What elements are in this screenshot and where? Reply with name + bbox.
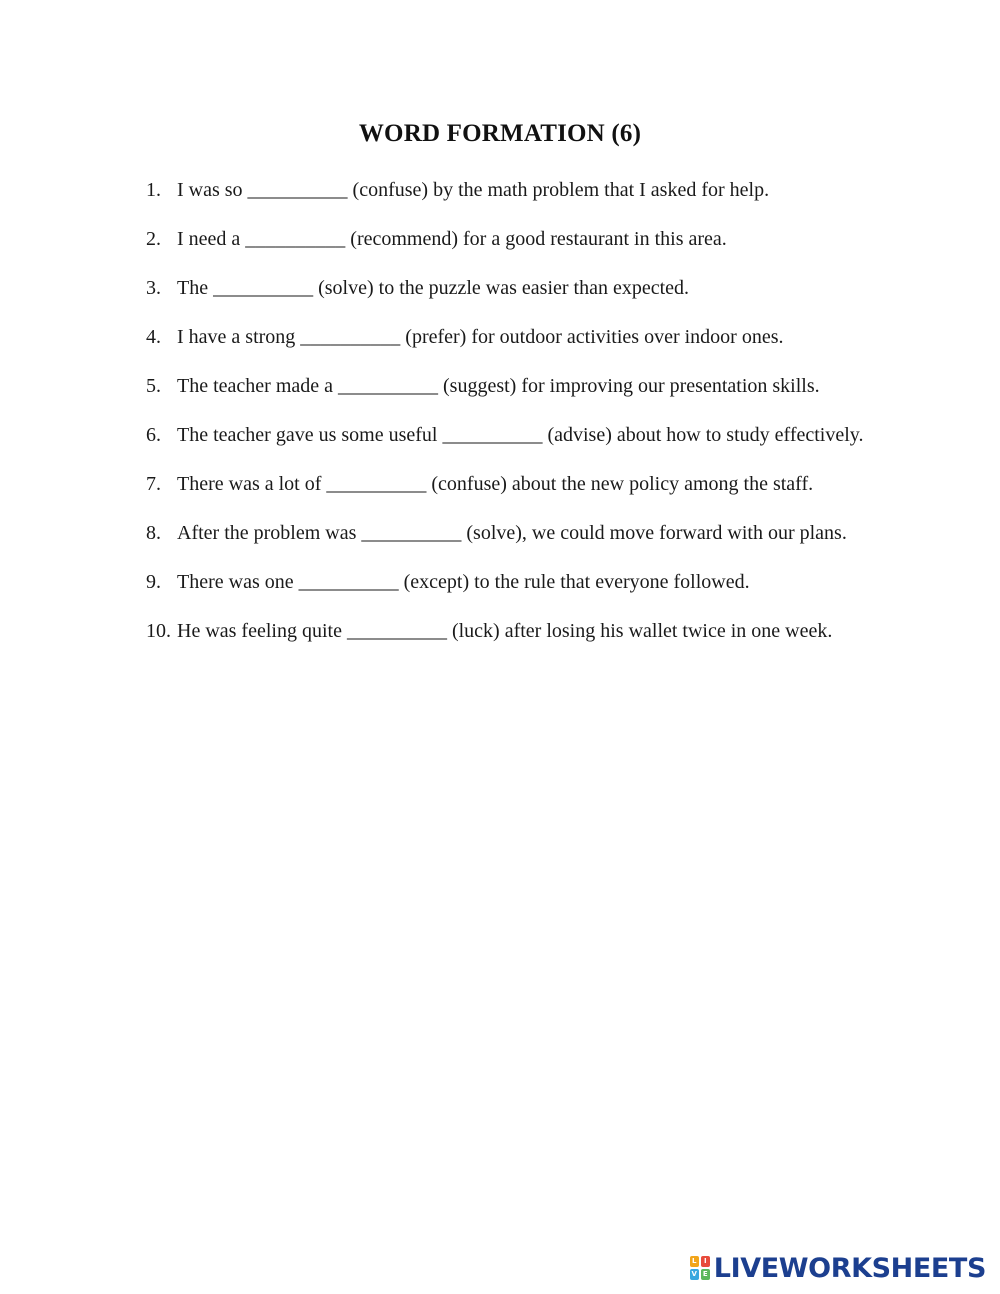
exercise-item-10	[146, 607, 882, 656]
exercise-item-4	[146, 313, 882, 362]
item-sentence: The teacher gave us some useful __________ (advise) about how to study effectively.	[177, 424, 864, 446]
item-sentence: There was one __________ (except) to the rule that everyone followed.	[177, 571, 750, 593]
worksheet-title: WORD FORMATION (6)	[358, 120, 642, 147]
item-sentence: The __________ (solve) to the puzzle was easier than expected.	[177, 277, 690, 299]
exercise-item-7	[146, 460, 882, 509]
item-number: 2.	[146, 228, 161, 250]
exercise-item-2	[146, 215, 882, 264]
item-number: 4.	[146, 326, 161, 348]
badge-letter-l: L	[690, 1256, 699, 1267]
logo-wordmark: LIVEWORKSHEETS	[713, 1252, 986, 1284]
item-sentence: I have a strong __________ (prefer) for outdoor activities over indoor ones.	[177, 326, 784, 348]
item-number: 10.	[146, 620, 171, 642]
item-sentence: The teacher made a __________ (suggest) for improving our presentation skills.	[177, 375, 820, 397]
badge-letter-i: I	[701, 1256, 710, 1267]
exercise-item-3	[146, 264, 882, 313]
live-badge-icon	[690, 1256, 710, 1280]
item-number: 5.	[146, 375, 161, 397]
badge-letter-e: E	[701, 1269, 710, 1280]
exercise-item-9	[146, 558, 882, 607]
exercise-item-5	[146, 362, 882, 411]
item-number: 7.	[146, 473, 161, 495]
item-number: 6.	[146, 424, 161, 446]
item-number: 8.	[146, 522, 161, 544]
exercise-item-8	[146, 509, 882, 558]
badge-letter-v: V	[691, 1270, 697, 1278]
item-sentence: He was feeling quite __________ (luck) after losing his wallet twice in one week.	[177, 620, 833, 642]
exercise-item-1	[146, 166, 882, 215]
item-number: 3.	[146, 277, 161, 299]
liveworksheets-logo	[690, 1252, 986, 1284]
item-number: 1.	[146, 179, 161, 201]
item-sentence: I need a __________ (recommend) for a good restaurant in this area.	[177, 228, 727, 250]
item-sentence: After the problem was __________ (solve), we could move forward with our plans.	[177, 522, 847, 544]
item-number: 9.	[146, 571, 161, 593]
item-sentence: I was so __________ (confuse) by the math problem that I asked for help.	[177, 179, 770, 201]
item-sentence: There was a lot of __________ (confuse) about the new policy among the staff.	[177, 473, 814, 495]
exercise-item-6	[146, 411, 882, 460]
exercise-list	[146, 166, 882, 656]
